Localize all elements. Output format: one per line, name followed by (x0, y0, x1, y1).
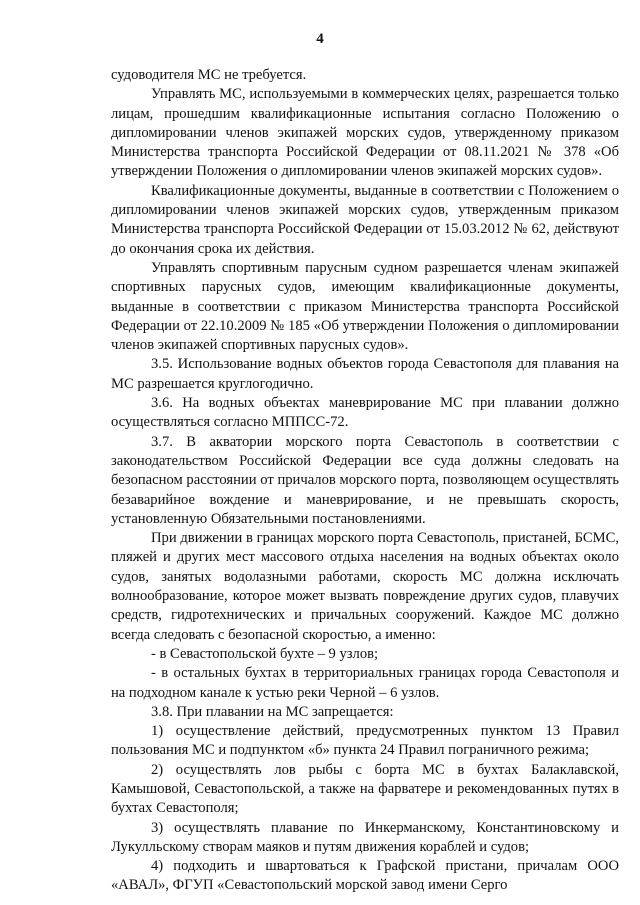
paragraph-commercial-operators: Управлять МС, используемыми в коммерческих целях, разрешается только лицам, прошедшим квалификационные испытания согласно Положению о дипломировании членов экипажей морских судов, утвержденному приказом Министерства транспорта Российской Федерации от 08.11.2021 № 378 «Об утверждении Положения о дипломировании членов экипажей морских судов». (111, 86, 619, 180)
clause-3-7: 3.7. В акватории морского порта Севастополь в соответствии с законодательством Российской Федерации все суда должны следовать на безопасном расстоянии от причалов морского порта, позволяющем осуществлять безаварийное вождение и маневрирование, и не превышать скорость, установленную Обязательными постановлениями. (111, 433, 619, 527)
list-item-sevastopol-bay: - в Севастопольской бухте – 9 узлов; (151, 645, 379, 662)
paragraph-speed-limits: При движении в границах морского порта Севастополь, пристаней, БСМС, пляжей и других мест массового отдыха населения на водных объектах около судов, занятых водолазными работами, скорость МС должна исключать волнообразование, которое может вызвать повреждение других судов, плавучих средств, гидротехнических и причальных сооружений. Каждое МС должно всегда следовать с безопасной скоростью, а именно: (111, 530, 619, 643)
paragraph-sailing-vessels: Управлять спортивным парусным судном разрешается членам экипажей спортивных парусных судов, имеющим квалификационные документы, выданные в соответствии с приказом Министерства транспорта Российской Федерации от 22.10.2009 № 185 «Об утверждении Положения о дипломировании членов экипажей спортивных парусных судов». (111, 259, 619, 354)
paragraph-continuation: судоводителя МС не требуется. (111, 67, 307, 83)
list-item-prohibition-2: 2) осуществлять лов рыбы с борта МС в бухтах Балаклавской, Камышовой, Севастопольской, а также на фарватере и рекомендованных путях в бухтах Севастополя; (111, 761, 619, 817)
list-item-other-bays: - в остальных бухтах в территориальных границах города Севастополя и на подходном канале к устью реки Черной – 6 узлов. (111, 665, 619, 701)
paragraph-qualification-documents: Квалификационные документы, выданные в соответствии с Положением о дипломировании членов экипажей морских судов, утвержденным приказом Министерства транспорта Российской Федерации от 15.03.2012 № 62, действуют до окончания срока их действия. (111, 182, 619, 257)
list-item-prohibition-3: 3) осуществлять плавание по Инкерманскому, Константиновскому и Лукулльскому створам маяков и путям движения кораблей и судов; (111, 819, 619, 855)
document-body (111, 66, 619, 896)
clause-3-8: 3.8. При плавании на МС запрещается: (151, 703, 394, 720)
list-item-prohibition-4: 4) подходить и швартоваться к Графской пристани, причалам ООО «АВАЛ», ФГУП «Севастопольский морской завод имени Серго (111, 858, 619, 894)
clause-3-5: 3.5. Использование водных объектов города Севастополя для плавания на МС разрешается круглогодично. (111, 356, 619, 392)
clause-3-6: 3.6. На водных объектах маневрирование МС при плавании должно осуществляться согласно МППСС-72. (111, 395, 619, 431)
page-number: 4 (316, 31, 324, 47)
list-item-prohibition-1: 1) осуществление действий, предусмотренных пунктом 13 Правил пользования МС и подпунктом «б» пункта 24 Правил пограничного режима; (111, 723, 619, 759)
